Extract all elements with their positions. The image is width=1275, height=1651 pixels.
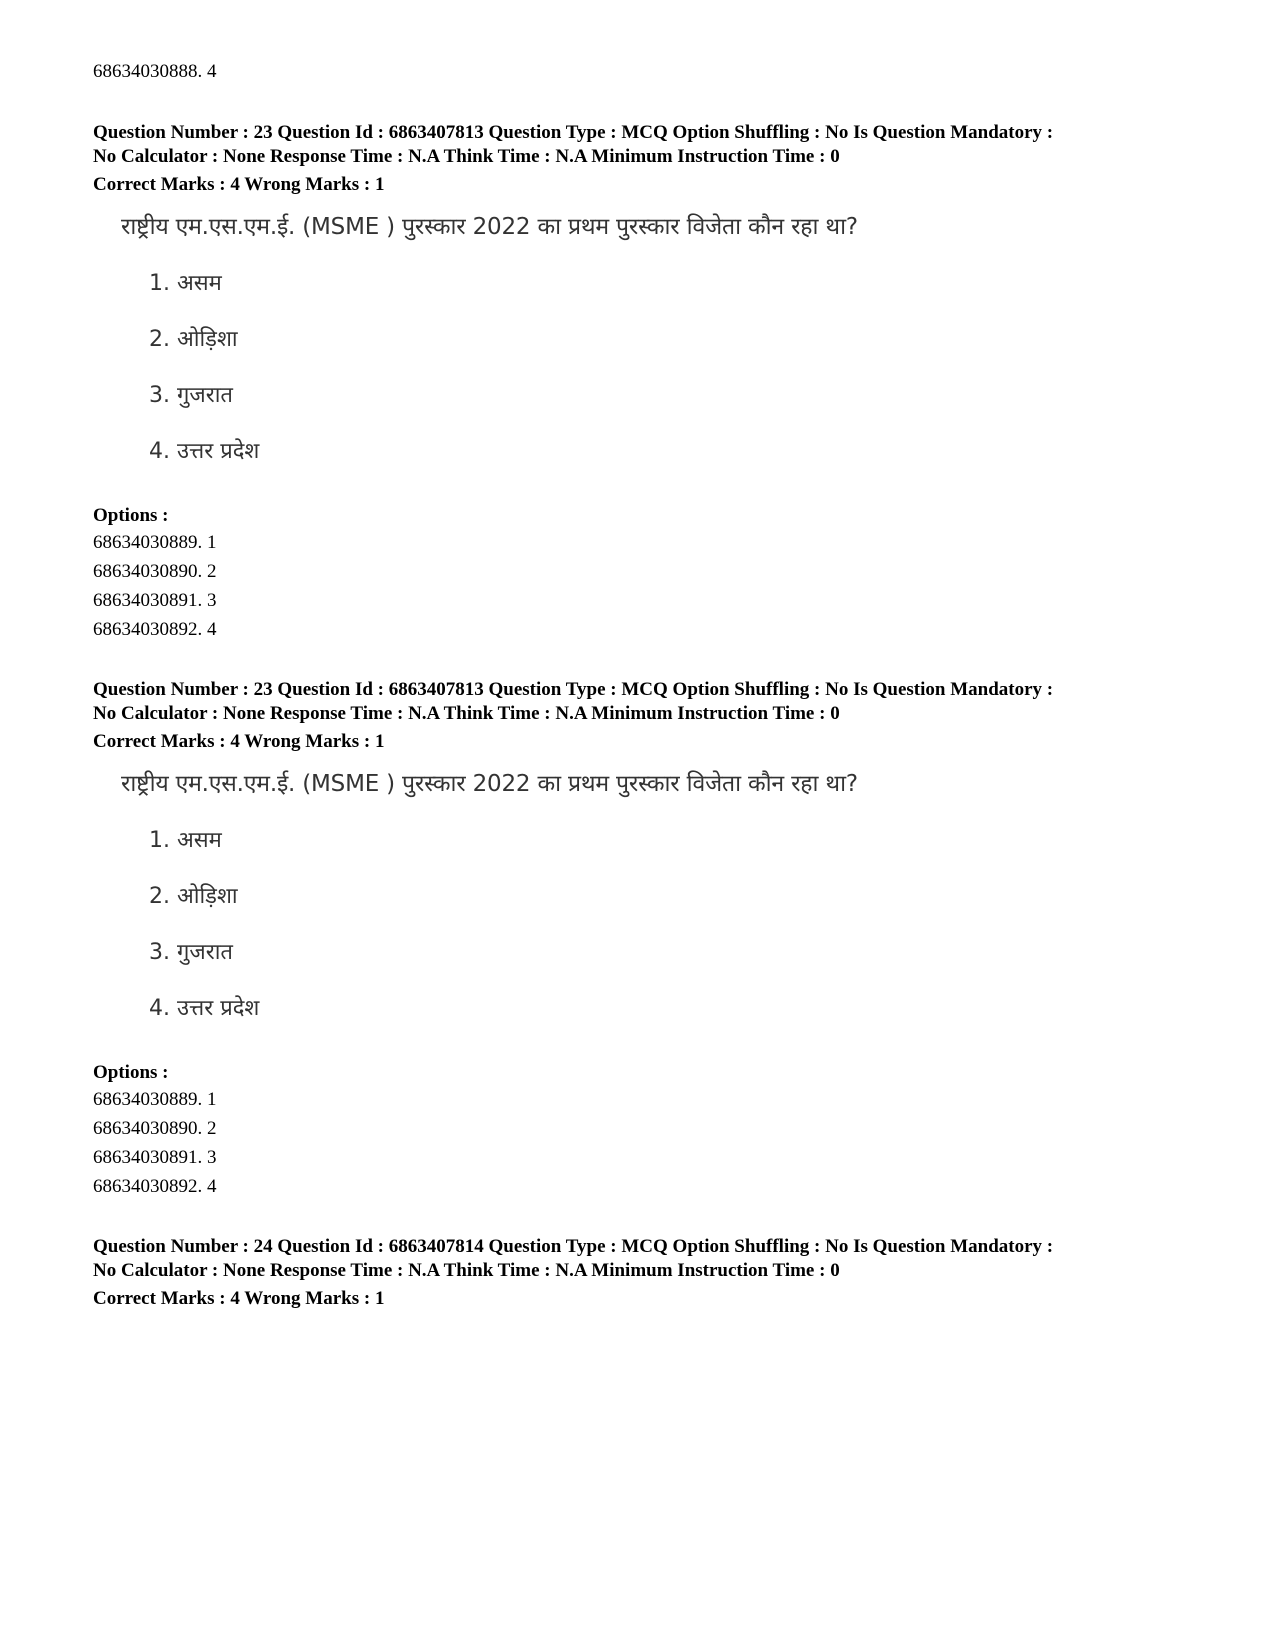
choice-2: 2. ओड़िशा	[149, 327, 238, 352]
question-block-1	[93, 121, 1203, 644]
option-line: 68634030890. 2	[93, 1118, 217, 1139]
question-meta-line2: No Calculator : None Response Time : N.A Think Time : N.A Minimum Instruction Time : 0	[93, 146, 840, 167]
question-meta-line2: No Calculator : None Response Time : N.A Think Time : N.A Minimum Instruction Time : 0	[93, 1260, 840, 1281]
question-text: राष्ट्रीय एम.एस.एम.ई. (MSME ) पुरस्कार 2022 का प्रथम पुरस्कार विजेता कौन रहा था?	[121, 214, 858, 240]
option-line: 68634030892. 4	[93, 619, 217, 640]
option-line: 68634030891. 3	[93, 590, 217, 611]
options-label: Options :	[93, 505, 169, 526]
choice-3: 3. गुजरात	[149, 940, 233, 965]
choice-3: 3. गुजरात	[149, 383, 233, 408]
question-meta-line1: Question Number : 23 Question Id : 6863407813 Question Type : MCQ Option Shuffling : No Is Question Mandatory :	[93, 679, 1054, 700]
question-text: राष्ट्रीय एम.एस.एम.ई. (MSME ) पुरस्कार 2022 का प्रथम पुरस्कार विजेता कौन रहा था?	[121, 771, 858, 797]
options-label: Options :	[93, 1062, 169, 1083]
question-marks: Correct Marks : 4 Wrong Marks : 1	[93, 731, 385, 752]
question-marks: Correct Marks : 4 Wrong Marks : 1	[93, 174, 385, 195]
option-line: 68634030890. 2	[93, 561, 217, 582]
question-marks: Correct Marks : 4 Wrong Marks : 1	[93, 1288, 385, 1309]
question-block-2	[93, 678, 1203, 1201]
question-meta-line1: Question Number : 24 Question Id : 6863407814 Question Type : MCQ Option Shuffling : No Is Question Mandatory :	[93, 1236, 1054, 1257]
previous-option-line: 68634030888. 4	[93, 61, 217, 82]
option-line: 68634030892. 4	[93, 1176, 217, 1197]
question-meta-line2: No Calculator : None Response Time : N.A Think Time : N.A Minimum Instruction Time : 0	[93, 703, 840, 724]
choice-1: 1. असम	[149, 271, 222, 296]
choice-1: 1. असम	[149, 828, 222, 853]
option-line: 68634030889. 1	[93, 532, 217, 553]
option-line: 68634030889. 1	[93, 1089, 217, 1110]
choice-4: 4. उत्तर प्रदेश	[149, 439, 260, 464]
question-image	[93, 754, 1203, 1029]
choice-4: 4. उत्तर प्रदेश	[149, 996, 260, 1021]
question-block-3	[93, 1235, 1203, 1311]
option-line: 68634030891. 3	[93, 1147, 217, 1168]
question-image	[93, 197, 1203, 472]
choice-2: 2. ओड़िशा	[149, 884, 238, 909]
question-meta-line1: Question Number : 23 Question Id : 6863407813 Question Type : MCQ Option Shuffling : No Is Question Mandatory :	[93, 122, 1054, 143]
